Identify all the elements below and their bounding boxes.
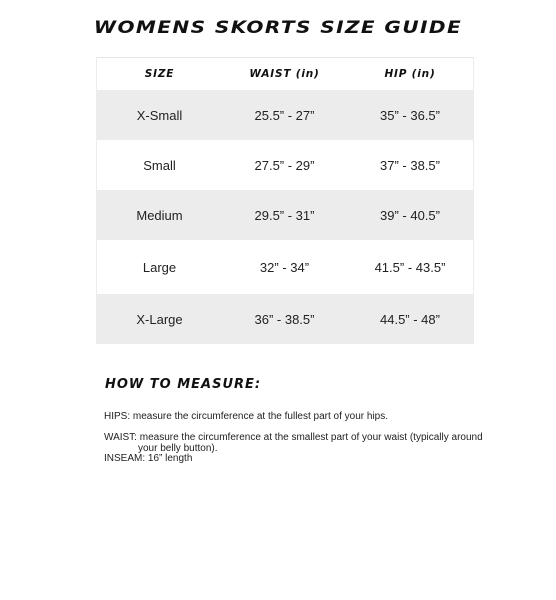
hip-cell: 35” - 36.5” bbox=[380, 107, 440, 123]
waist-cell: 27.5” - 29” bbox=[254, 157, 315, 173]
waist-cell: 36” - 38.5” bbox=[254, 311, 315, 327]
waist-cell: 29.5” - 31” bbox=[254, 207, 315, 223]
page-title: WOMENS SKORTS SIZE GUIDE bbox=[93, 18, 463, 38]
size-guide-table bbox=[96, 57, 474, 344]
table-row bbox=[97, 90, 473, 140]
size-cell: Medium bbox=[136, 207, 183, 223]
waist-cell: 25.5” - 27” bbox=[254, 107, 315, 123]
table-row bbox=[97, 190, 473, 240]
table-row bbox=[97, 140, 473, 190]
size-cell: Large bbox=[142, 259, 177, 275]
hip-cell: 41.5” - 43.5” bbox=[374, 259, 446, 275]
table-row bbox=[97, 240, 473, 294]
waist-cell: 32” - 34” bbox=[259, 259, 310, 275]
table-row bbox=[97, 294, 473, 344]
size-cell: Small bbox=[143, 157, 176, 173]
hip-cell: 39” - 40.5” bbox=[380, 207, 440, 223]
inseam-instruction: INSEAM: 16” length bbox=[104, 453, 193, 464]
header-waist: WAIST (in) bbox=[249, 68, 320, 80]
header-size: SIZE bbox=[144, 68, 175, 80]
hip-cell: 44.5” - 48” bbox=[380, 311, 440, 327]
header-hip: HIP (in) bbox=[384, 68, 436, 80]
size-cell: X-Large bbox=[136, 311, 183, 327]
hip-cell: 37” - 38.5” bbox=[380, 157, 440, 173]
waist-instruction-line2: your belly button). bbox=[138, 443, 218, 454]
waist-instruction-line1: WAIST: measure the circumference at the smallest part of your waist (typically around bbox=[104, 432, 483, 443]
how-to-measure-heading: HOW TO MEASURE: bbox=[105, 377, 262, 392]
hips-instruction: HIPS: measure the circumference at the fullest part of your hips. bbox=[104, 411, 389, 422]
size-cell: X-Small bbox=[136, 107, 183, 123]
table-header-row bbox=[97, 58, 473, 90]
